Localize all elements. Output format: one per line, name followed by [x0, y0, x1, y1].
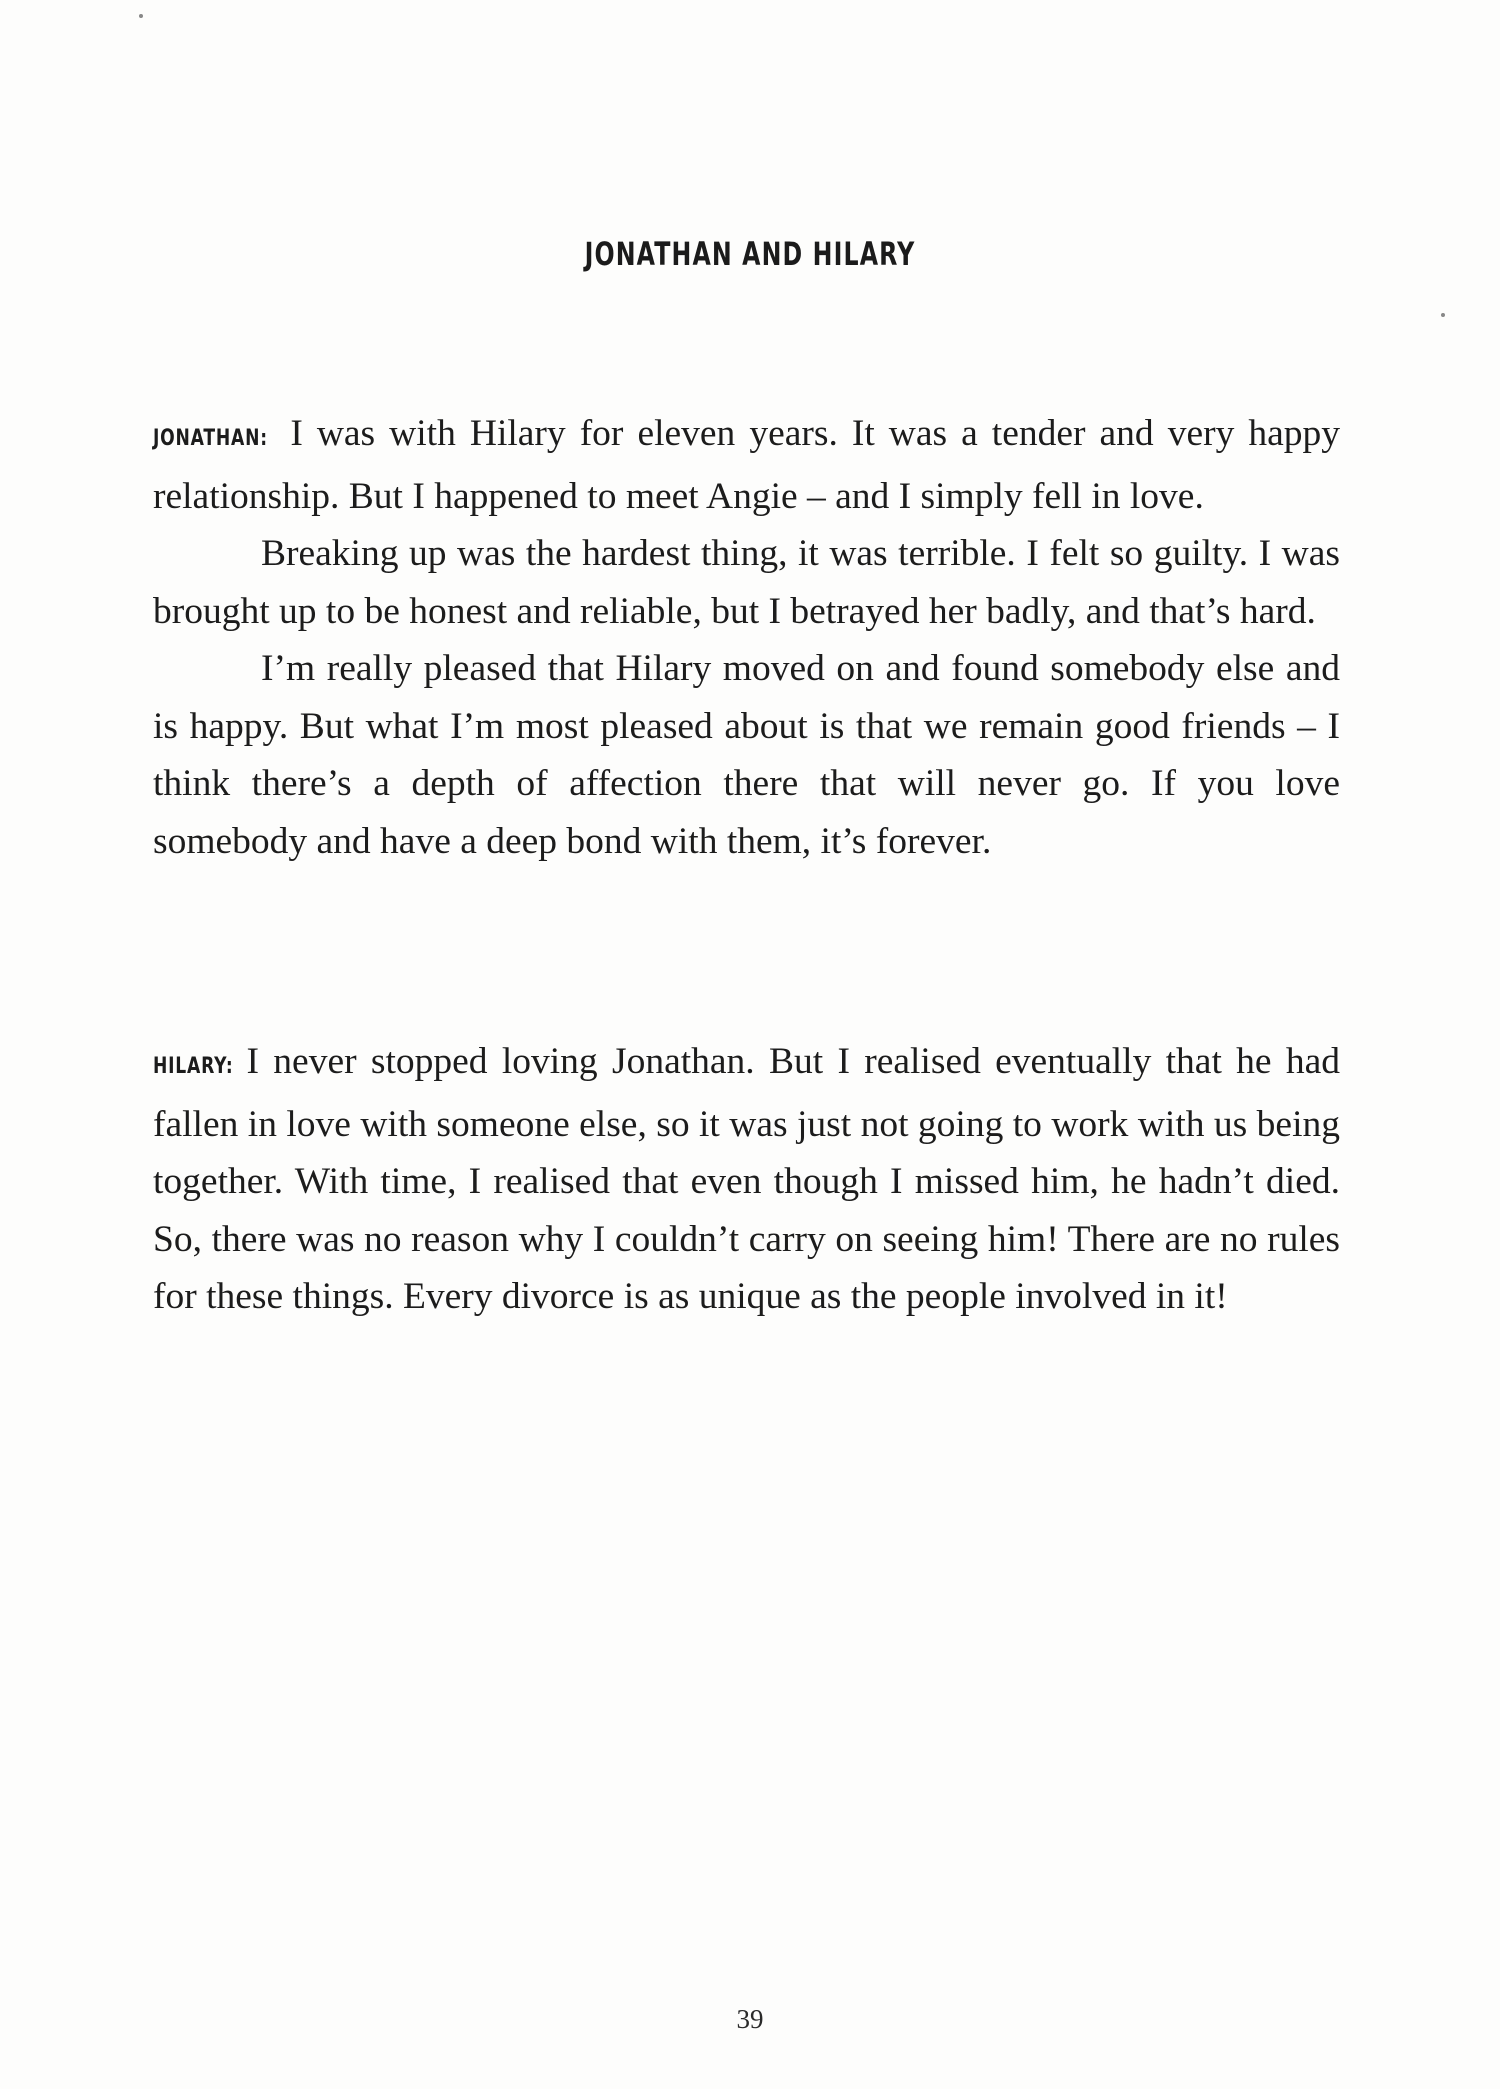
hilary-section: [153, 1033, 1340, 1326]
jonathan-section: [153, 405, 1340, 870]
chapter-title: JONATHAN AND HILARY: [584, 235, 916, 273]
paragraph: I’m really pleased that Hilary moved on and found somebody else and is happy. But what I’m most pleased about is that we remain good friends – I think there’s a depth of affection there that will never go. If you love somebody and have a deep bond with them, it’s forever.: [153, 648, 1340, 862]
paragraph: Breaking up was the hardest thing, it was terrible. I felt so guilty. I was brought up to be honest and reliable, but I betrayed her badly, and that’s hard.: [153, 533, 1340, 632]
paragraph-text: I was with Hilary for eleven years. It was a tender and very happy relationship. But I happened to meet Angie – and I simply fell in love.: [153, 413, 1340, 517]
paragraph-text: I never stopped loving Jonathan. But I realised eventually that he had fallen in love with someone else, so it was just not going to work with us being together. With time, I realised that even though I missed him, he hadn’t died. So, there was no reason why I couldn’t carry on seeing him! There are no rules for these things. Every divorce is as unique as the people involved in it!: [153, 1041, 1341, 1317]
speaker-label: HILARY:: [153, 1054, 234, 1079]
paragraph: [153, 1033, 1340, 1326]
speaker-label: JONATHAN:: [153, 426, 268, 451]
paragraph: [153, 405, 1340, 525]
scan-speck: [139, 14, 143, 18]
scan-speck: [1441, 313, 1445, 317]
page-number: 39: [736, 2004, 764, 2034]
